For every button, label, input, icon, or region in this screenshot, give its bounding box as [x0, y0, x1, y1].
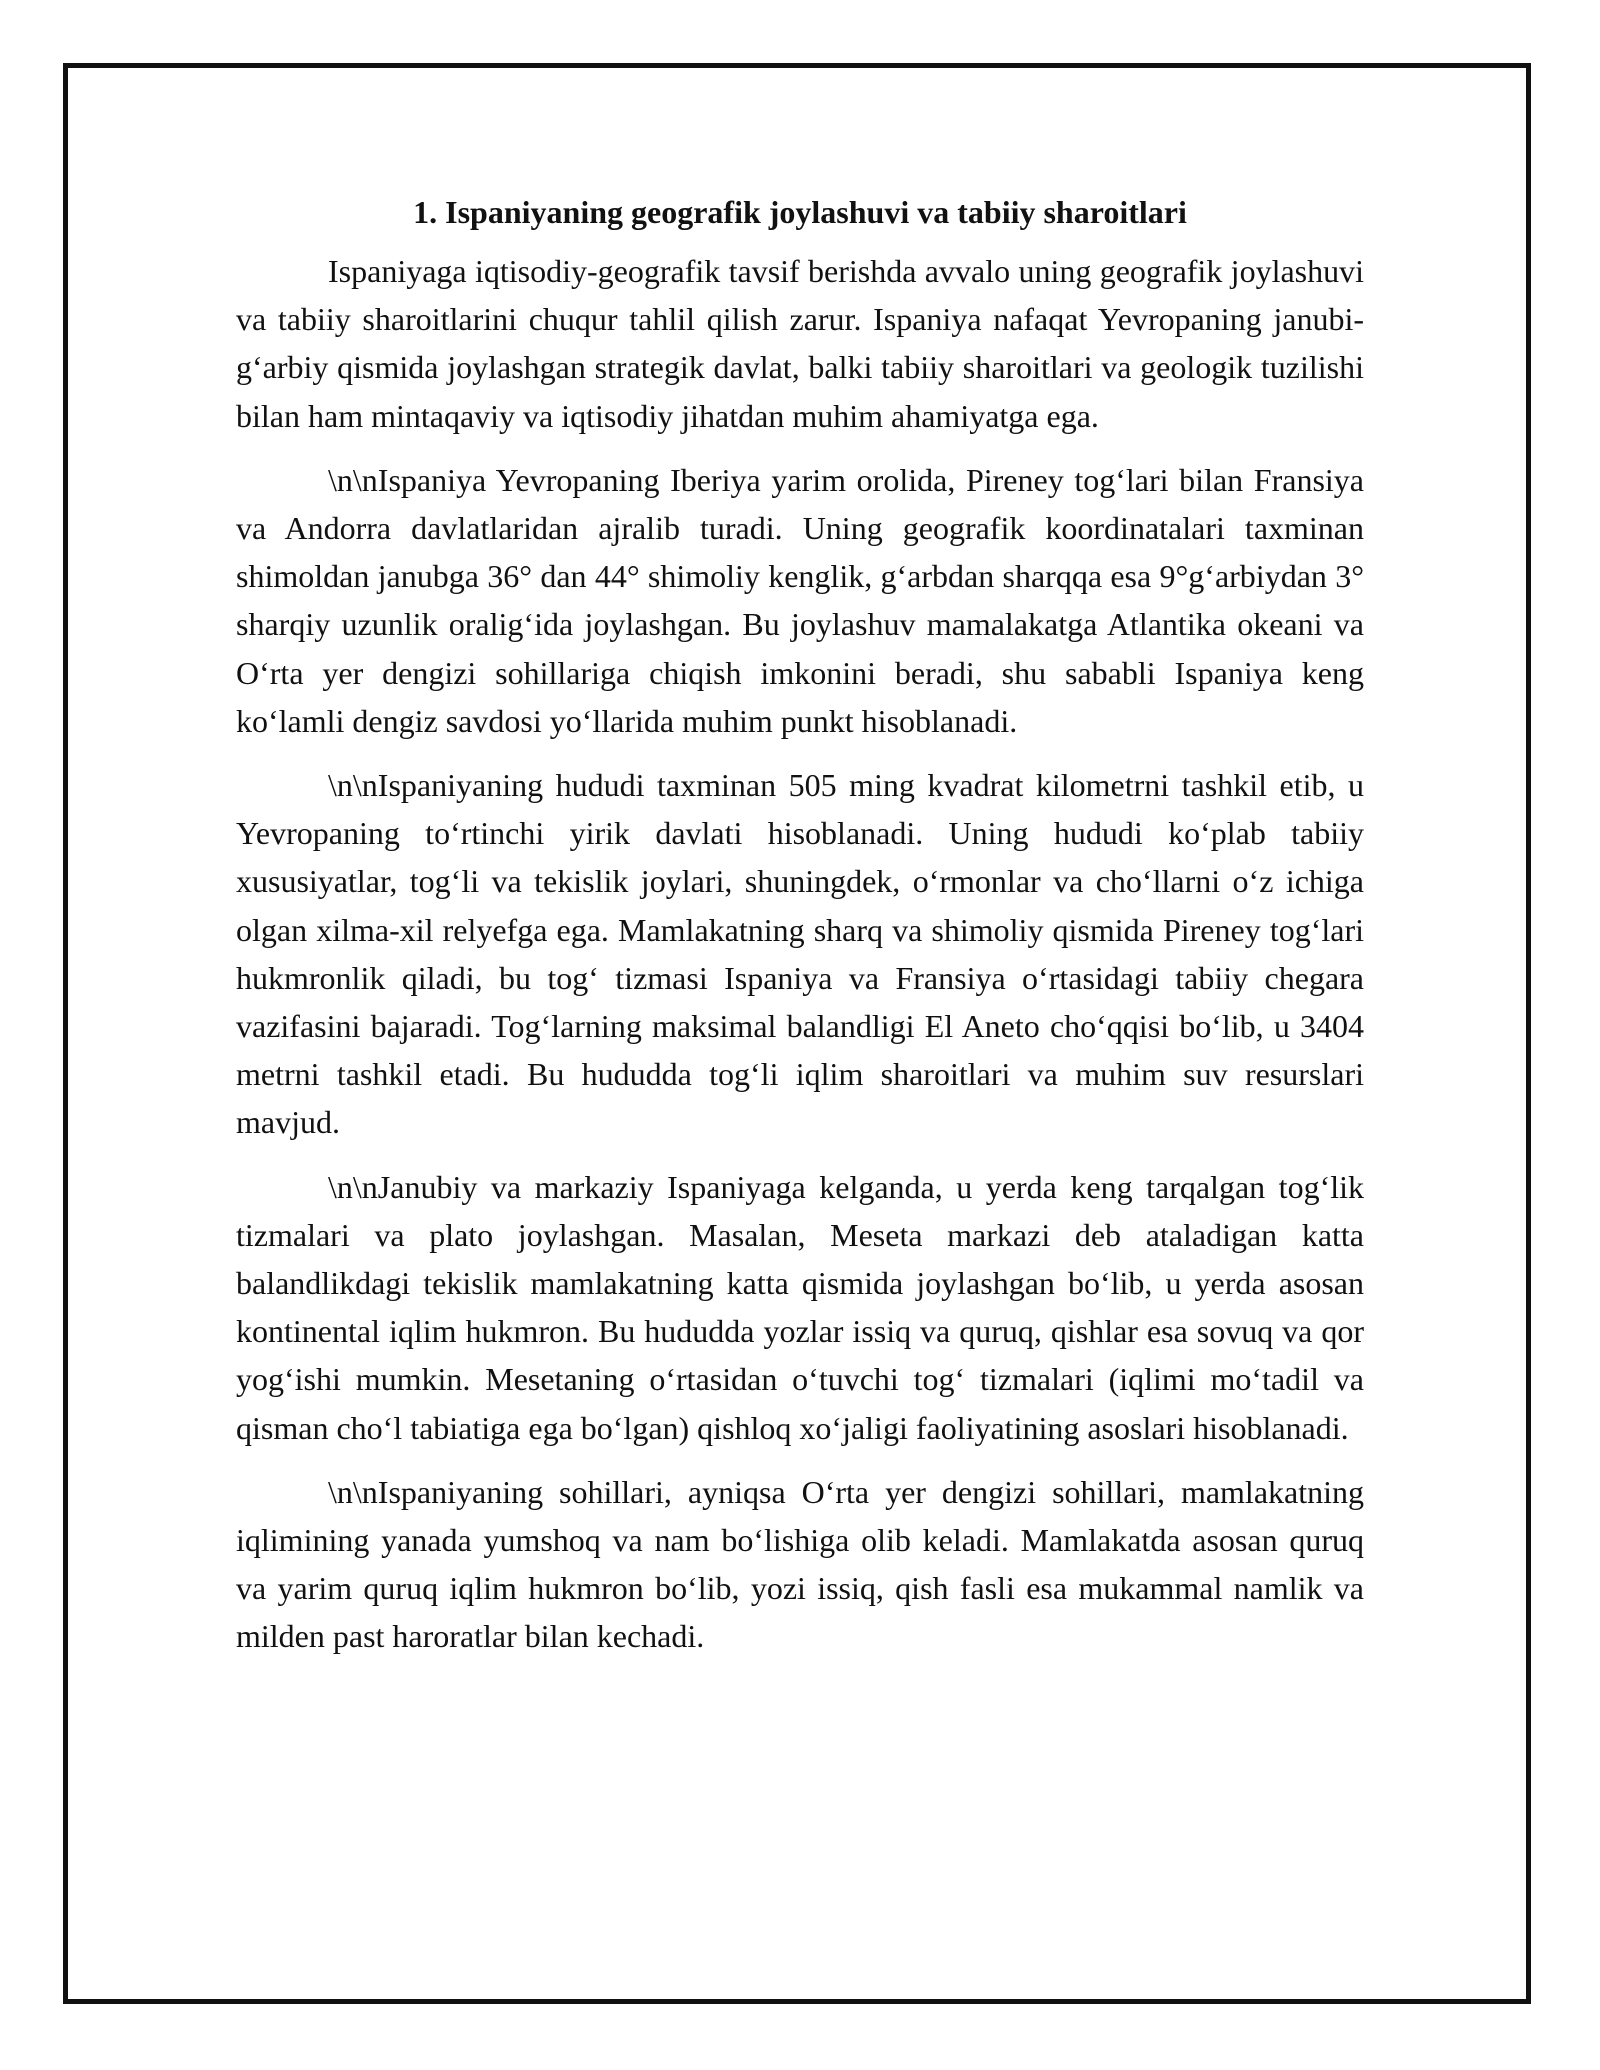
paragraph-geographic-intro: Ispaniyaga iqtisodiy-geografik tavsif berishda avvalo uning geografik joylashuvi va tabiiy sharoitlarini chuqur tahlil qilish zarur. Ispaniya nafaqat Yevropaning janubi-g‘arbiy qismida joylashgan strategik davlat, balki tabiiy sharoitlari va geologik tuzilishi bilan ham mintaqaviy va iqtisodiy jihatdan muhim ahamiyatga ega.: [236, 253, 1364, 434]
paragraph-territory-relief: \n\nIspaniyaning hududi taxminan 505 ming kvadrat kilometrni tashkil etib, u Yevropaning to‘rtinchi yirik davlati hisoblanadi. Uning hududi ko‘plab tabiiy xususiyatlar, tog‘li va tekislik joylari, shuningdek, o‘rmonlar va cho‘llarni o‘z ichiga olgan xilma-xil relyefga ega. Mamlakatning sharq va shimoliy qismida Pireney tog‘lari hukmronlik qiladi, bu tog‘ tizmasi Ispaniya va Fransiya o‘rtasidagi tabiiy chegara vazifasini bajaradi. Tog‘larning maksimal balandligi El Aneto cho‘qqisi bo‘lib, u 3404 metrni tashkil etadi. Bu hududda tog‘li iqlim sharoitlari va muhim suv resurslari mavjud.: [236, 767, 1364, 1141]
paragraph-coast-climate: \n\nIspaniyaning sohillari, ayniqsa O‘rta yer dengizi sohillari, mamlakatning iqlimining yanada yumshoq va nam bo‘lishiga olib keladi. Mamlakatda asosan quruq va yarim quruq iqlim hukmron bo‘lib, yozi issiq, qish fasli esa mukammal namlik va milden past haroratlar bilan kechadi.: [236, 1473, 1364, 1655]
paragraph-meseta-plateau: \n\nJanubiy va markaziy Ispaniyaga kelganda, u yerda keng tarqalgan tog‘lik tizmalari va plato joylashgan. Masalan, Meseta markazi deb ataladigan katta balandlikdagi tekislik mamlakatning katta qismida joylashgan bo‘lib, u yerda asosan kontinental iqlim hukmron. Bu hududda yozlar issiq va quruq, qishlar esa sovuq va qor yog‘ishi mumkin. Mesetaning o‘rtasidan o‘tuvchi tog‘ tizmalari (iqlimi mo‘tadil va qisman cho‘l tabiatiga ega bo‘lgan) qishloq xo‘jaligi faoliyatining asoslari hisoblanadi.: [236, 1168, 1364, 1446]
document-title: 1. Ispaniyaning geografik joylashuvi va tabiiy sharoitlari: [413, 194, 1187, 230]
document-body: [236, 186, 1364, 1677]
paragraph-location-coordinates: \n\nIspaniya Yevropaning Iberiya yarim orolida, Pireney tog‘lari bilan Fransiya va Andorra davlatlaridan ajralib turadi. Uning geografik koordinatalari taxminan shimoldan janubga 36° dan 44° shimoliy kenglik, g‘arbdan sharqqa esa 9°g‘arbiydan 3° sharqiy uzunlik oralig‘ida joylashgan. Bu joylashuv mamalakatga Atlantika okeani va O‘rta yer dengizi sohillariga chiqish imkonini beradi, shu sababli Ispaniya keng ko‘lamli dengiz savdosi yo‘llarida muhim punkt hisoblanadi.: [236, 461, 1364, 739]
